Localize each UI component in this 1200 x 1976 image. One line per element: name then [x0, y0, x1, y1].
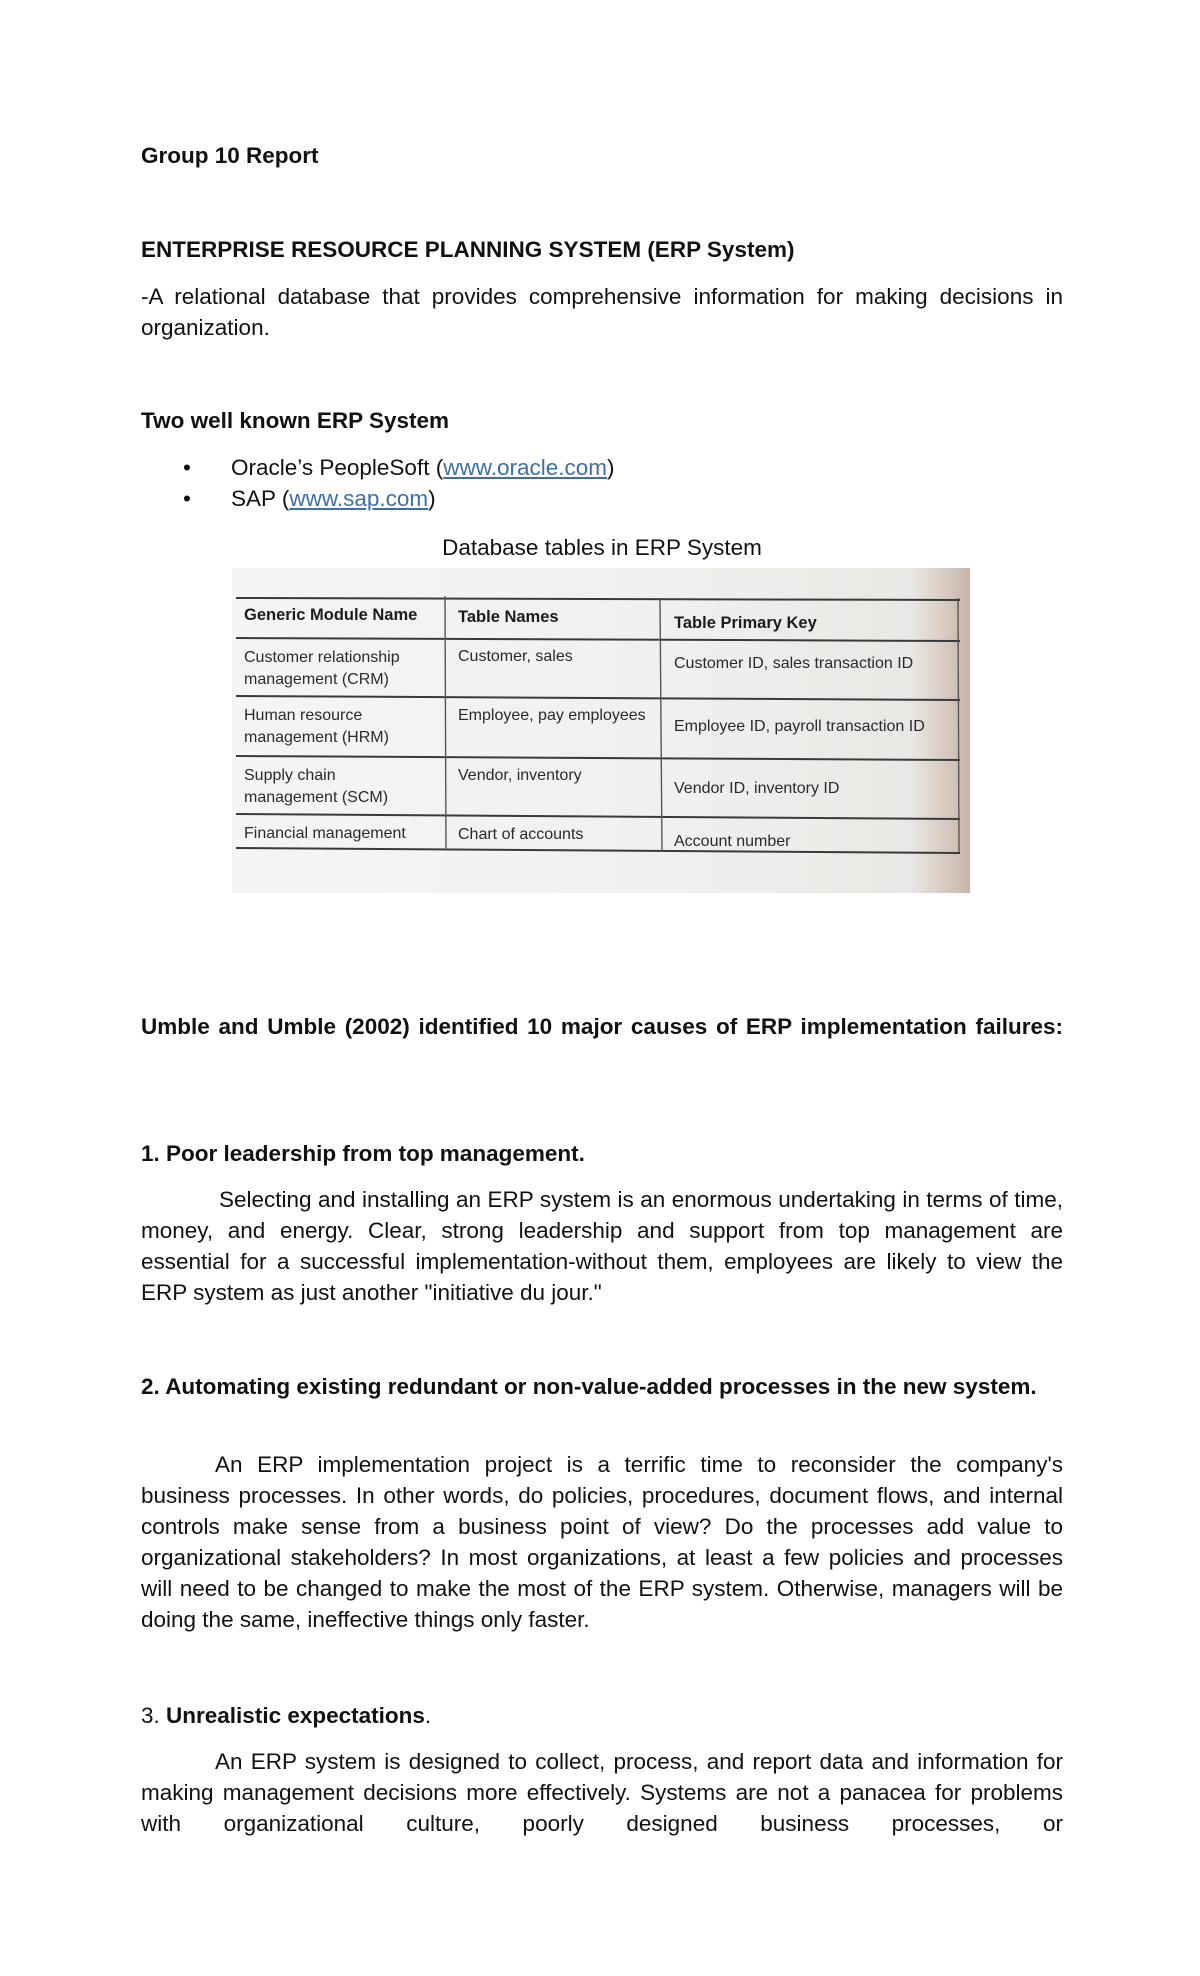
table-cell: Chart of accounts	[458, 826, 584, 843]
erp-table	[232, 568, 970, 893]
table-rule	[660, 598, 662, 852]
table-cell: Vendor ID, inventory ID	[674, 780, 840, 797]
table-cell: management (CRM)	[244, 671, 389, 688]
table-rule	[236, 848, 960, 853]
table-cell: management (HRM)	[244, 729, 389, 746]
table-cell: management (SCM)	[244, 789, 389, 806]
table-caption: Database tables in ERP System	[442, 535, 762, 560]
erp-systems-list	[141, 452, 1041, 514]
table-cell: Customer relationship	[244, 649, 400, 666]
bullet-icon: •	[183, 455, 191, 480]
well-known-heading: Two well known ERP System	[141, 408, 449, 433]
table-header-key: Table Primary Key	[674, 614, 817, 632]
report-title: Group 10 Report	[141, 143, 319, 168]
table-rule	[236, 638, 960, 641]
table-cell: Financial management	[244, 825, 406, 842]
list-item: • SAP (www.sap.com)	[141, 483, 1041, 514]
table-cell: Employee, pay employees	[458, 707, 646, 724]
table-cell: Customer, sales	[458, 648, 573, 665]
cause-2-body: An ERP implementation project is a terrific time to reconsider the company's business processes. In other words, do policies, procedures, document flows, and internal controls make sense from a business point of view? Do the processes add value to organizational stakeholders? In most organizations, at least a few policies and processes will need to be changed to make the most of the ERP system. Otherwise, managers will be doing the same, ineffective things only faster.	[141, 1452, 1063, 1632]
erp-definition: -A relational database that provides comprehensive information for making decisions in organization.	[141, 284, 1063, 340]
table-cell: Account number	[674, 833, 791, 850]
cause-1-body: Selecting and installing an ERP system is an enormous undertaking in terms of time, money, and energy. Clear, strong leadership and support from top management are essential for a successful implementation-without them, employees are likely to view the ERP system as just another "initiative du jour."	[141, 1187, 1063, 1305]
erp-heading: ENTERPRISE RESOURCE PLANNING SYSTEM (ERP System)	[141, 237, 795, 262]
table-header-module: Generic Module Name	[244, 606, 418, 624]
table-header-tables: Table Names	[458, 608, 559, 626]
table-cell: Employee ID, payroll transaction ID	[674, 718, 925, 735]
table-cell: Human resource	[244, 707, 363, 724]
table-cell: Customer ID, sales transaction ID	[674, 655, 914, 672]
cause-2-heading: 2. Automating existing redundant or non-value-added processes in the new system.	[141, 1374, 1037, 1399]
table-rule	[958, 598, 959, 852]
table-rule	[445, 596, 446, 850]
cause-1-heading: 1. Poor leadership from top management.	[141, 1141, 585, 1166]
sap-link[interactable]: www.sap.com	[289, 486, 429, 511]
table-rule	[236, 814, 960, 819]
cause-3-heading: 3. Unrealistic expectations.	[141, 1703, 432, 1728]
bullet-icon: •	[183, 486, 191, 511]
cause-3-body: An ERP system is designed to collect, process, and report data and information for making management decisions more effectively. Systems are not a panacea for problems with organizational culture, poorly designed business processes, or	[141, 1749, 1063, 1836]
erp-table-image	[232, 568, 970, 893]
table-rule	[236, 756, 960, 760]
table-rule	[236, 696, 960, 700]
list-item: • Oracle’s PeopleSoft (www.oracle.com)	[141, 452, 1041, 483]
table-cell: Supply chain	[244, 767, 336, 784]
causes-intro: Umble and Umble (2002) identified 10 major causes of ERP implementation failures:	[141, 1014, 1063, 1039]
table-rule	[236, 598, 960, 600]
table-cell: Vendor, inventory	[458, 767, 582, 784]
oracle-link[interactable]: www.oracle.com	[443, 455, 607, 480]
